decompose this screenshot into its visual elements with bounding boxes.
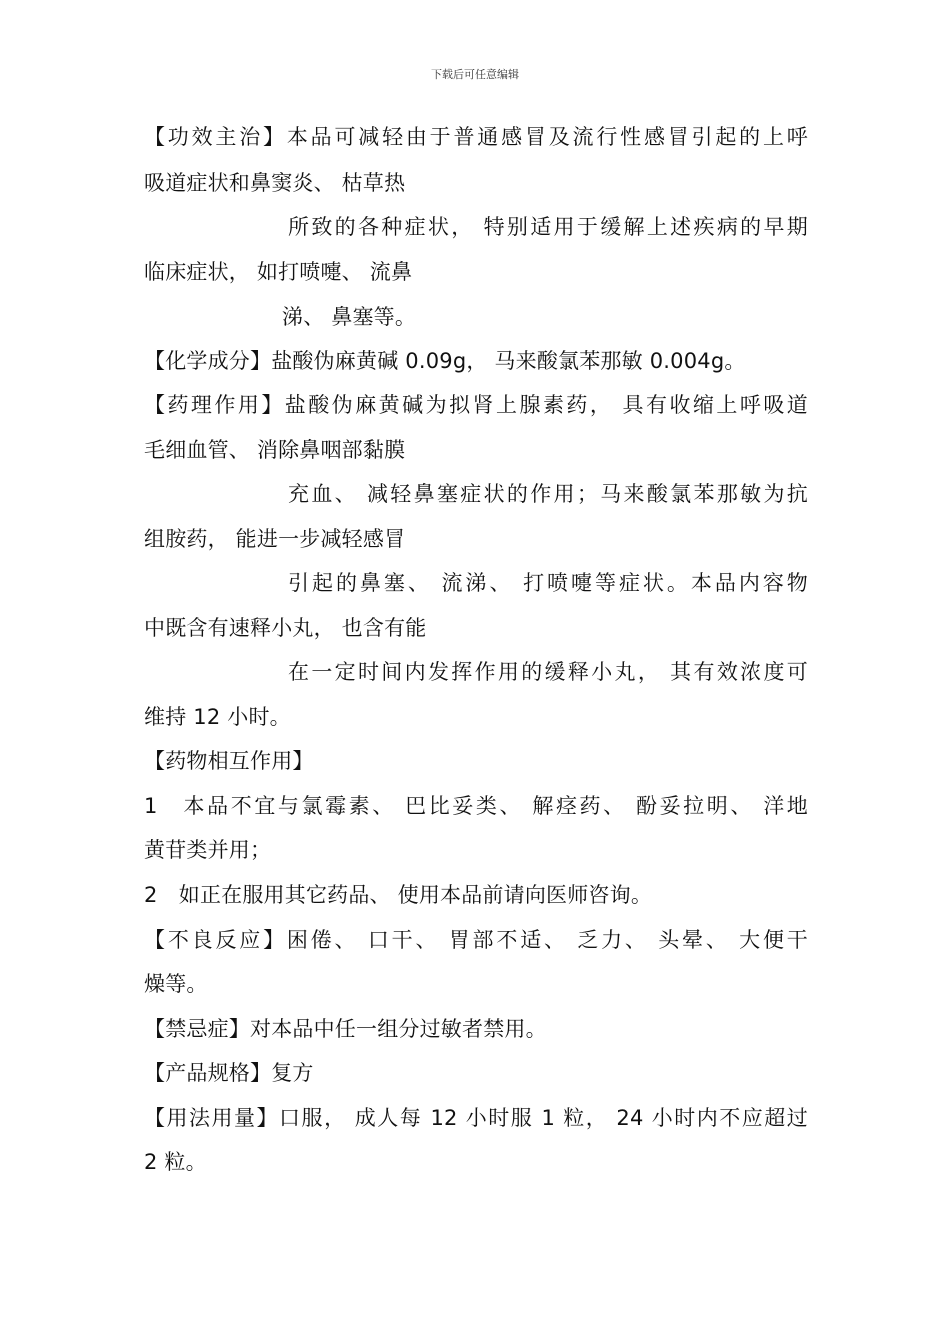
text-line: 在一定时间内发挥作用的缓释小丸， 其有效浓度可 [288, 660, 808, 684]
section-heading-interactions: 【药物相互作用】 [144, 749, 314, 773]
text-line: 2 粒。 [144, 1150, 207, 1174]
text-line: 黄苷类并用； [144, 838, 272, 862]
text-line-pharmacology: 【药理作用】盐酸伪麻黄碱为拟肾上腺素药， 具有收缩上呼吸道 [144, 393, 808, 417]
text-line-adverse-reactions: 【不良反应】困倦、 口干、 胃部不适、 乏力、 头晕、 大便干 [144, 928, 808, 952]
text-line-contraindications: 【禁忌症】对本品中任一组分过敏者禁用。 [144, 1017, 547, 1041]
text-line-composition: 【化学成分】盐酸伪麻黄碱 0.09g， 马来酸氯苯那敏 0.004g。 [144, 349, 746, 373]
text-line: 维持 12 小时。 [144, 705, 291, 729]
text-line: 充血、 减轻鼻塞症状的作用；马来酸氯苯那敏为抗 [288, 482, 808, 506]
text-line-specification: 【产品规格】复方 [144, 1061, 314, 1085]
text-line-dosage: 【用法用量】口服， 成人每 12 小时服 1 粒， 24 小时内不应超过 [144, 1106, 808, 1130]
text-line-efficacy: 【功效主治】本品可减轻由于普通感冒及流行性感冒引起的上呼 [144, 125, 808, 149]
page-header: 下载后可任意编辑 [431, 68, 519, 81]
text-line: 吸道症状和鼻窦炎、 枯草热 [144, 171, 406, 195]
text-line: 燥等。 [144, 972, 208, 996]
text-line: 中既含有速释小丸， 也含有能 [144, 616, 427, 640]
text-line: 毛细血管、 消除鼻咽部黏膜 [144, 438, 406, 462]
list-item: 2 如正在服用其它药品、 使用本品前请向医师咨询。 [144, 883, 653, 907]
text-line: 所致的各种症状， 特别适用于缓解上述疾病的早期 [288, 215, 808, 239]
text-line: 涕、 鼻塞等。 [282, 305, 417, 329]
text-line: 引起的鼻塞、 流涕、 打喷嚏等症状。本品内容物 [288, 571, 808, 595]
list-item: 1 本品不宜与氯霉素、 巴比妥类、 解痉药、 酚妥拉明、 洋地 [144, 794, 808, 818]
text-line: 组胺药， 能进一步减轻感冒 [144, 527, 406, 551]
text-line: 临床症状， 如打喷嚏、 流鼻 [144, 260, 413, 284]
